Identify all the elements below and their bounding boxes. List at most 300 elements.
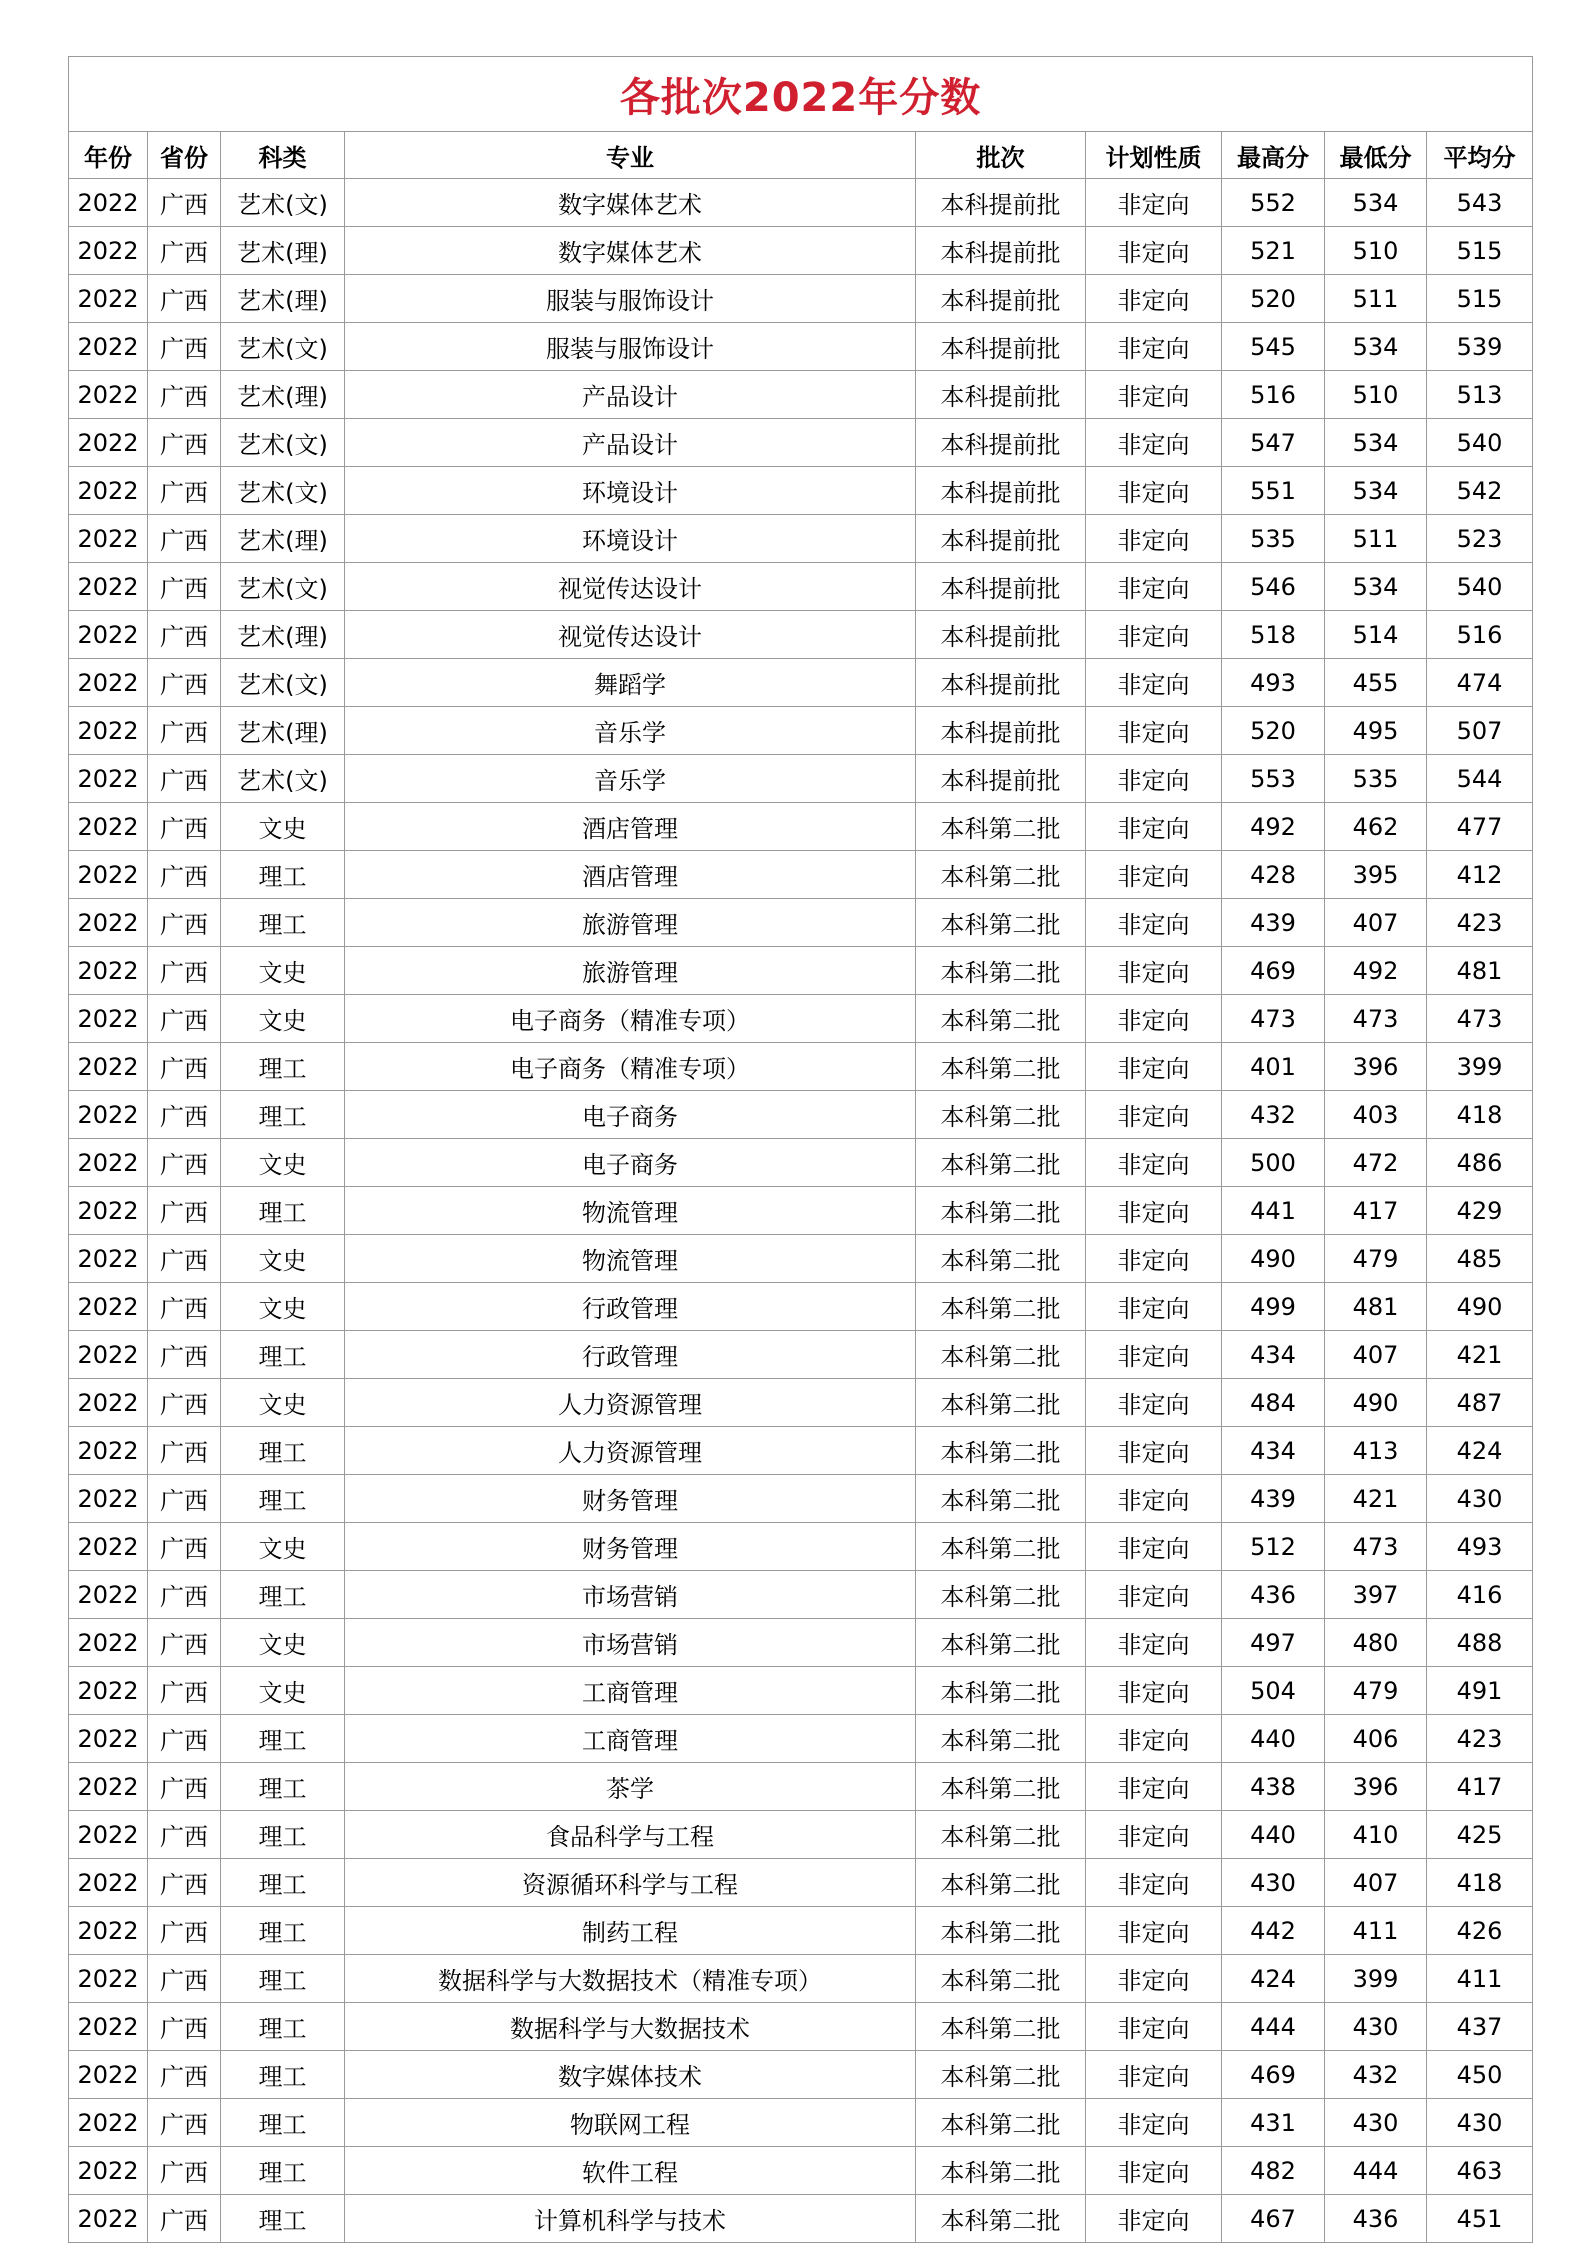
province-cell: 广西 (148, 1907, 221, 1955)
major-cell: 制药工程 (345, 1907, 916, 1955)
major-cell: 产品设计 (345, 419, 916, 467)
major-cell: 视觉传达设计 (345, 611, 916, 659)
plan-type-cell: 非定向 (1086, 611, 1222, 659)
avg-score-cell: 412 (1427, 851, 1533, 899)
max-score-cell: 441 (1222, 1187, 1325, 1235)
table-row (69, 467, 1533, 515)
avg-score-cell: 411 (1427, 1955, 1533, 2003)
plan-type-cell: 非定向 (1086, 1715, 1222, 1763)
avg-score-cell: 430 (1427, 2099, 1533, 2147)
table-row (69, 1955, 1533, 2003)
year-cell: 2022 (69, 1811, 148, 1859)
min-score-cell: 403 (1325, 1091, 1427, 1139)
min-score-cell: 407 (1325, 1331, 1427, 1379)
province-cell: 广西 (148, 1715, 221, 1763)
max-score-cell: 497 (1222, 1619, 1325, 1667)
major-cell: 软件工程 (345, 2147, 916, 2195)
category-cell: 艺术(文) (221, 419, 345, 467)
province-cell: 广西 (148, 1667, 221, 1715)
max-score-cell: 535 (1222, 515, 1325, 563)
table-row (69, 707, 1533, 755)
min-score-cell: 534 (1325, 419, 1427, 467)
province-cell: 广西 (148, 1427, 221, 1475)
province-cell: 广西 (148, 1043, 221, 1091)
batch-cell: 本科提前批 (916, 227, 1086, 275)
plan-type-cell: 非定向 (1086, 1187, 1222, 1235)
max-score-cell: 439 (1222, 1475, 1325, 1523)
avg-score-cell: 481 (1427, 947, 1533, 995)
category-cell: 理工 (221, 851, 345, 899)
max-score-cell: 428 (1222, 851, 1325, 899)
table-row (69, 1331, 1533, 1379)
year-cell: 2022 (69, 1283, 148, 1331)
major-cell: 数据科学与大数据技术 (345, 2003, 916, 2051)
category-cell: 艺术(文) (221, 563, 345, 611)
major-cell: 财务管理 (345, 1475, 916, 1523)
major-cell: 服装与服饰设计 (345, 323, 916, 371)
min-score-cell: 480 (1325, 1619, 1427, 1667)
avg-score-cell: 539 (1427, 323, 1533, 371)
min-score-cell: 514 (1325, 611, 1427, 659)
province-cell: 广西 (148, 1955, 221, 2003)
year-cell: 2022 (69, 2195, 148, 2243)
max-score-cell: 504 (1222, 1667, 1325, 1715)
category-cell: 文史 (221, 1139, 345, 1187)
table-row (69, 659, 1533, 707)
major-cell: 音乐学 (345, 755, 916, 803)
category-cell: 艺术(理) (221, 515, 345, 563)
plan-type-cell: 非定向 (1086, 1379, 1222, 1427)
batch-cell: 本科提前批 (916, 323, 1086, 371)
plan-type-cell: 非定向 (1086, 707, 1222, 755)
category-cell: 理工 (221, 1715, 345, 1763)
plan-type-cell: 非定向 (1086, 515, 1222, 563)
year-cell: 2022 (69, 323, 148, 371)
year-cell: 2022 (69, 1427, 148, 1475)
category-cell: 艺术(文) (221, 323, 345, 371)
batch-cell: 本科第二批 (916, 1091, 1086, 1139)
province-cell: 广西 (148, 323, 221, 371)
min-score-cell: 462 (1325, 803, 1427, 851)
batch-cell: 本科第二批 (916, 1475, 1086, 1523)
major-cell: 行政管理 (345, 1331, 916, 1379)
batch-cell: 本科第二批 (916, 1235, 1086, 1283)
avg-score-cell: 540 (1427, 419, 1533, 467)
category-cell: 艺术(理) (221, 611, 345, 659)
table-row (69, 1379, 1533, 1427)
avg-score-cell: 490 (1427, 1283, 1533, 1331)
table-row (69, 2099, 1533, 2147)
province-cell: 广西 (148, 2051, 221, 2099)
year-cell: 2022 (69, 515, 148, 563)
batch-cell: 本科提前批 (916, 563, 1086, 611)
max-score-cell: 512 (1222, 1523, 1325, 1571)
header-row (69, 132, 1533, 179)
province-cell: 广西 (148, 2147, 221, 2195)
category-cell: 理工 (221, 2003, 345, 2051)
max-score-cell: 546 (1222, 563, 1325, 611)
category-cell: 理工 (221, 2051, 345, 2099)
table-row (69, 2147, 1533, 2195)
score-table (68, 56, 1533, 2243)
province-cell: 广西 (148, 995, 221, 1043)
max-score-cell: 518 (1222, 611, 1325, 659)
table-row (69, 1523, 1533, 1571)
max-score-cell: 552 (1222, 179, 1325, 227)
min-score-cell: 490 (1325, 1379, 1427, 1427)
min-score-cell: 397 (1325, 1571, 1427, 1619)
max-score-cell: 430 (1222, 1859, 1325, 1907)
category-cell: 文史 (221, 803, 345, 851)
category-cell: 理工 (221, 1763, 345, 1811)
province-cell: 广西 (148, 2003, 221, 2051)
province-cell: 广西 (148, 371, 221, 419)
category-cell: 理工 (221, 1091, 345, 1139)
avg-score-cell: 430 (1427, 1475, 1533, 1523)
min-score-cell: 534 (1325, 179, 1427, 227)
category-cell: 理工 (221, 1475, 345, 1523)
min-score-cell: 406 (1325, 1715, 1427, 1763)
category-cell: 理工 (221, 2195, 345, 2243)
table-body (69, 179, 1533, 2243)
category-cell: 理工 (221, 1331, 345, 1379)
max-score-cell: 482 (1222, 2147, 1325, 2195)
plan-type-cell: 非定向 (1086, 1091, 1222, 1139)
avg-score-cell: 473 (1427, 995, 1533, 1043)
batch-cell: 本科第二批 (916, 1427, 1086, 1475)
table-row (69, 1667, 1533, 1715)
year-cell: 2022 (69, 1763, 148, 1811)
major-cell: 物流管理 (345, 1235, 916, 1283)
major-cell: 食品科学与工程 (345, 1811, 916, 1859)
year-cell: 2022 (69, 1187, 148, 1235)
major-cell: 物流管理 (345, 1187, 916, 1235)
batch-cell: 本科提前批 (916, 467, 1086, 515)
year-cell: 2022 (69, 755, 148, 803)
plan-type-cell: 非定向 (1086, 227, 1222, 275)
year-cell: 2022 (69, 1475, 148, 1523)
min-score-cell: 534 (1325, 563, 1427, 611)
min-score-cell: 495 (1325, 707, 1427, 755)
max-score-cell: 545 (1222, 323, 1325, 371)
min-score-cell: 417 (1325, 1187, 1427, 1235)
min-score-cell: 432 (1325, 2051, 1427, 2099)
avg-score-cell: 515 (1427, 275, 1533, 323)
avg-score-cell: 515 (1427, 227, 1533, 275)
plan-type-cell: 非定向 (1086, 1427, 1222, 1475)
category-cell: 理工 (221, 2099, 345, 2147)
header-year: 年份 (69, 132, 148, 179)
max-score-cell: 520 (1222, 707, 1325, 755)
avg-score-cell: 474 (1427, 659, 1533, 707)
min-score-cell: 411 (1325, 1907, 1427, 1955)
batch-cell: 本科提前批 (916, 755, 1086, 803)
max-score-cell: 553 (1222, 755, 1325, 803)
year-cell: 2022 (69, 227, 148, 275)
category-cell: 艺术(理) (221, 275, 345, 323)
category-cell: 理工 (221, 2147, 345, 2195)
min-score-cell: 395 (1325, 851, 1427, 899)
major-cell: 酒店管理 (345, 851, 916, 899)
plan-type-cell: 非定向 (1086, 899, 1222, 947)
category-cell: 文史 (221, 1619, 345, 1667)
major-cell: 行政管理 (345, 1283, 916, 1331)
province-cell: 广西 (148, 227, 221, 275)
year-cell: 2022 (69, 1715, 148, 1763)
table-row (69, 419, 1533, 467)
table-row (69, 1907, 1533, 1955)
batch-cell: 本科第二批 (916, 803, 1086, 851)
category-cell: 理工 (221, 1571, 345, 1619)
table-row (69, 515, 1533, 563)
major-cell: 音乐学 (345, 707, 916, 755)
table-row (69, 1427, 1533, 1475)
batch-cell: 本科提前批 (916, 419, 1086, 467)
category-cell: 理工 (221, 1427, 345, 1475)
plan-type-cell: 非定向 (1086, 1619, 1222, 1667)
plan-type-cell: 非定向 (1086, 1907, 1222, 1955)
category-cell: 文史 (221, 995, 345, 1043)
table-row (69, 227, 1533, 275)
year-cell: 2022 (69, 467, 148, 515)
year-cell: 2022 (69, 1331, 148, 1379)
avg-score-cell: 425 (1427, 1811, 1533, 1859)
avg-score-cell: 507 (1427, 707, 1533, 755)
province-cell: 广西 (148, 467, 221, 515)
province-cell: 广西 (148, 1859, 221, 1907)
province-cell: 广西 (148, 1139, 221, 1187)
avg-score-cell: 544 (1427, 755, 1533, 803)
plan-type-cell: 非定向 (1086, 1859, 1222, 1907)
major-cell: 旅游管理 (345, 899, 916, 947)
category-cell: 文史 (221, 1667, 345, 1715)
table-row (69, 755, 1533, 803)
category-cell: 理工 (221, 1187, 345, 1235)
min-score-cell: 492 (1325, 947, 1427, 995)
major-cell: 物联网工程 (345, 2099, 916, 2147)
min-score-cell: 396 (1325, 1043, 1427, 1091)
plan-type-cell: 非定向 (1086, 1811, 1222, 1859)
max-score-cell: 499 (1222, 1283, 1325, 1331)
year-cell: 2022 (69, 659, 148, 707)
table-row (69, 563, 1533, 611)
avg-score-cell: 485 (1427, 1235, 1533, 1283)
min-score-cell: 535 (1325, 755, 1427, 803)
major-cell: 茶学 (345, 1763, 916, 1811)
max-score-cell: 440 (1222, 1811, 1325, 1859)
major-cell: 市场营销 (345, 1571, 916, 1619)
province-cell: 广西 (148, 803, 221, 851)
category-cell: 理工 (221, 1907, 345, 1955)
year-cell: 2022 (69, 179, 148, 227)
year-cell: 2022 (69, 1379, 148, 1427)
plan-type-cell: 非定向 (1086, 1283, 1222, 1331)
batch-cell: 本科第二批 (916, 2147, 1086, 2195)
province-cell: 广西 (148, 1763, 221, 1811)
batch-cell: 本科第二批 (916, 2195, 1086, 2243)
title-row (69, 57, 1533, 132)
plan-type-cell: 非定向 (1086, 2195, 1222, 2243)
batch-cell: 本科第二批 (916, 899, 1086, 947)
header-batch: 批次 (916, 132, 1086, 179)
min-score-cell: 481 (1325, 1283, 1427, 1331)
avg-score-cell: 542 (1427, 467, 1533, 515)
major-cell: 市场营销 (345, 1619, 916, 1667)
province-cell: 广西 (148, 1235, 221, 1283)
avg-score-cell: 426 (1427, 1907, 1533, 1955)
min-score-cell: 410 (1325, 1811, 1427, 1859)
max-score-cell: 516 (1222, 371, 1325, 419)
max-score-cell: 467 (1222, 2195, 1325, 2243)
max-score-cell: 551 (1222, 467, 1325, 515)
min-score-cell: 396 (1325, 1763, 1427, 1811)
major-cell: 人力资源管理 (345, 1379, 916, 1427)
table-title: 各批次2022年分数 (69, 57, 1533, 132)
min-score-cell: 430 (1325, 2003, 1427, 2051)
batch-cell: 本科提前批 (916, 659, 1086, 707)
score-sheet (68, 56, 1532, 2243)
category-cell: 文史 (221, 1235, 345, 1283)
major-cell: 资源循环科学与工程 (345, 1859, 916, 1907)
header-category: 科类 (221, 132, 345, 179)
table-row (69, 179, 1533, 227)
batch-cell: 本科提前批 (916, 707, 1086, 755)
province-cell: 广西 (148, 1475, 221, 1523)
province-cell: 广西 (148, 2099, 221, 2147)
max-score-cell: 490 (1222, 1235, 1325, 1283)
avg-score-cell: 488 (1427, 1619, 1533, 1667)
max-score-cell: 432 (1222, 1091, 1325, 1139)
min-score-cell: 510 (1325, 227, 1427, 275)
province-cell: 广西 (148, 947, 221, 995)
plan-type-cell: 非定向 (1086, 1571, 1222, 1619)
plan-type-cell: 非定向 (1086, 1139, 1222, 1187)
major-cell: 电子商务 (345, 1139, 916, 1187)
plan-type-cell: 非定向 (1086, 1667, 1222, 1715)
batch-cell: 本科提前批 (916, 515, 1086, 563)
year-cell: 2022 (69, 563, 148, 611)
avg-score-cell: 399 (1427, 1043, 1533, 1091)
year-cell: 2022 (69, 1043, 148, 1091)
table-row (69, 1715, 1533, 1763)
province-cell: 广西 (148, 851, 221, 899)
max-score-cell: 492 (1222, 803, 1325, 851)
table-row (69, 1139, 1533, 1187)
header-major: 专业 (345, 132, 916, 179)
year-cell: 2022 (69, 1955, 148, 2003)
province-cell: 广西 (148, 179, 221, 227)
year-cell: 2022 (69, 707, 148, 755)
year-cell: 2022 (69, 1907, 148, 1955)
year-cell: 2022 (69, 1859, 148, 1907)
table-row (69, 947, 1533, 995)
avg-score-cell: 491 (1427, 1667, 1533, 1715)
major-cell: 环境设计 (345, 515, 916, 563)
major-cell: 数字媒体艺术 (345, 227, 916, 275)
batch-cell: 本科提前批 (916, 275, 1086, 323)
avg-score-cell: 451 (1427, 2195, 1533, 2243)
batch-cell: 本科第二批 (916, 851, 1086, 899)
max-score-cell: 434 (1222, 1331, 1325, 1379)
table-row (69, 1859, 1533, 1907)
min-score-cell: 421 (1325, 1475, 1427, 1523)
province-cell: 广西 (148, 1523, 221, 1571)
table-row (69, 1091, 1533, 1139)
year-cell: 2022 (69, 2051, 148, 2099)
table-row (69, 371, 1533, 419)
year-cell: 2022 (69, 803, 148, 851)
year-cell: 2022 (69, 851, 148, 899)
avg-score-cell: 486 (1427, 1139, 1533, 1187)
max-score-cell: 547 (1222, 419, 1325, 467)
avg-score-cell: 477 (1427, 803, 1533, 851)
batch-cell: 本科第二批 (916, 1667, 1086, 1715)
province-cell: 广西 (148, 1571, 221, 1619)
max-score-cell: 520 (1222, 275, 1325, 323)
year-cell: 2022 (69, 899, 148, 947)
batch-cell: 本科第二批 (916, 2051, 1086, 2099)
major-cell: 财务管理 (345, 1523, 916, 1571)
province-cell: 广西 (148, 563, 221, 611)
avg-score-cell: 429 (1427, 1187, 1533, 1235)
major-cell: 舞蹈学 (345, 659, 916, 707)
plan-type-cell: 非定向 (1086, 2051, 1222, 2099)
table-row (69, 1475, 1533, 1523)
min-score-cell: 413 (1325, 1427, 1427, 1475)
major-cell: 电子商务（精准专项） (345, 1043, 916, 1091)
avg-score-cell: 423 (1427, 899, 1533, 947)
plan-type-cell: 非定向 (1086, 1331, 1222, 1379)
province-cell: 广西 (148, 659, 221, 707)
table-row (69, 995, 1533, 1043)
min-score-cell: 444 (1325, 2147, 1427, 2195)
province-cell: 广西 (148, 419, 221, 467)
min-score-cell: 510 (1325, 371, 1427, 419)
avg-score-cell: 417 (1427, 1763, 1533, 1811)
table-row (69, 1043, 1533, 1091)
min-score-cell: 472 (1325, 1139, 1427, 1187)
max-score-cell: 434 (1222, 1427, 1325, 1475)
min-score-cell: 399 (1325, 1955, 1427, 2003)
plan-type-cell: 非定向 (1086, 323, 1222, 371)
avg-score-cell: 543 (1427, 179, 1533, 227)
table-row (69, 323, 1533, 371)
batch-cell: 本科第二批 (916, 1283, 1086, 1331)
batch-cell: 本科第二批 (916, 1715, 1086, 1763)
batch-cell: 本科第二批 (916, 2099, 1086, 2147)
max-score-cell: 431 (1222, 2099, 1325, 2147)
plan-type-cell: 非定向 (1086, 1955, 1222, 2003)
min-score-cell: 407 (1325, 1859, 1427, 1907)
table-row (69, 2051, 1533, 2099)
table-row (69, 1763, 1533, 1811)
batch-cell: 本科第二批 (916, 1763, 1086, 1811)
max-score-cell: 521 (1222, 227, 1325, 275)
major-cell: 服装与服饰设计 (345, 275, 916, 323)
province-cell: 广西 (148, 1187, 221, 1235)
province-cell: 广西 (148, 899, 221, 947)
category-cell: 文史 (221, 1523, 345, 1571)
major-cell: 环境设计 (345, 467, 916, 515)
plan-type-cell: 非定向 (1086, 1763, 1222, 1811)
avg-score-cell: 463 (1427, 2147, 1533, 2195)
major-cell: 电子商务（精准专项） (345, 995, 916, 1043)
table-row (69, 1283, 1533, 1331)
province-cell: 广西 (148, 1091, 221, 1139)
table-row (69, 1187, 1533, 1235)
major-cell: 计算机科学与技术 (345, 2195, 916, 2243)
batch-cell: 本科第二批 (916, 947, 1086, 995)
